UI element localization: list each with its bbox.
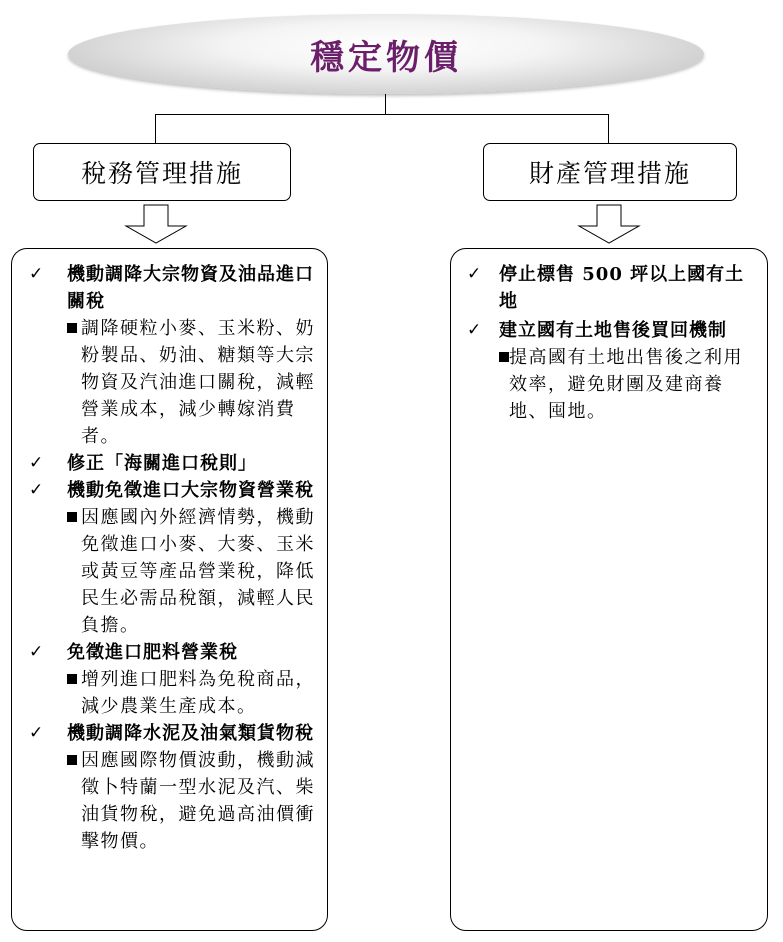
measure-title: ✓ 停止標售 500 坪以上國有土地 (499, 261, 754, 315)
connector-stem (385, 94, 386, 115)
down-arrow-right-icon (577, 204, 641, 244)
measure-title: ✓ 免徵進口肥料營業稅 (67, 639, 317, 666)
checkmark-icon: ✓ (467, 320, 483, 340)
checkmark-icon: ✓ (29, 480, 45, 500)
bullet-square-icon (67, 512, 77, 522)
measure-title: ✓ 建立國有土地售後買回機制 (499, 317, 754, 344)
checkmark-icon: ✓ (29, 642, 45, 662)
measure-detail: 因應國內外經濟情勢，機動免徵進口小麥、大麥、玉米或黃豆等產品營業稅，降低民生必需品稅額，減輕人民負擔。 (81, 504, 317, 639)
category-label-property: 財產管理措施 (528, 159, 691, 188)
checkmark-icon: ✓ (29, 264, 45, 284)
connector-right-drop (608, 114, 609, 144)
measure-title: ✓ 修正「海關進口稅則」 (67, 450, 317, 477)
bullet-square-icon (67, 674, 77, 684)
measure-detail: 調降硬粒小麥、玉米粉、奶粉製品、奶油、糖類等大宗物資及汽油進口關稅，減輕營業成本，減少轉嫁消費者。 (81, 315, 317, 450)
category-label-tax: 稅務管理措施 (80, 159, 243, 188)
property-measures-box (450, 248, 768, 931)
title-ellipse (68, 14, 704, 94)
measure-detail: 增列進口肥料為免稅商品，減少農業生產成本。 (81, 666, 317, 720)
checkmark-icon: ✓ (29, 453, 45, 473)
measure-detail: 提高國有土地出售後之利用效率，避免財團及建商養地、囤地。 (509, 344, 754, 425)
checkmark-icon: ✓ (29, 723, 45, 743)
category-box-tax (33, 143, 291, 201)
diagram-title: 穩定物價 (310, 37, 462, 78)
measure-title: ✓ 機動調降大宗物資及油品進口關稅 (67, 261, 317, 315)
connector-left-drop (155, 114, 156, 144)
category-box-property (483, 143, 737, 201)
measure-title: ✓ 機動調降水泥及油氣類貨物稅 (67, 720, 317, 747)
checkmark-icon: ✓ (467, 264, 483, 284)
tax-measures-box (11, 248, 328, 931)
measure-detail: 因應國際物價波動，機動減徵卜特蘭一型水泥及汽、柴油貨物稅，避免過高油價衝擊物價。 (81, 747, 317, 855)
bullet-square-icon (67, 755, 77, 765)
measure-title: ✓ 機動免徵進口大宗物資營業稅 (67, 477, 317, 504)
connector-horizontal (155, 114, 608, 115)
down-arrow-left-icon (124, 204, 188, 244)
bullet-square-icon (67, 323, 77, 333)
bullet-square-icon (499, 352, 509, 362)
